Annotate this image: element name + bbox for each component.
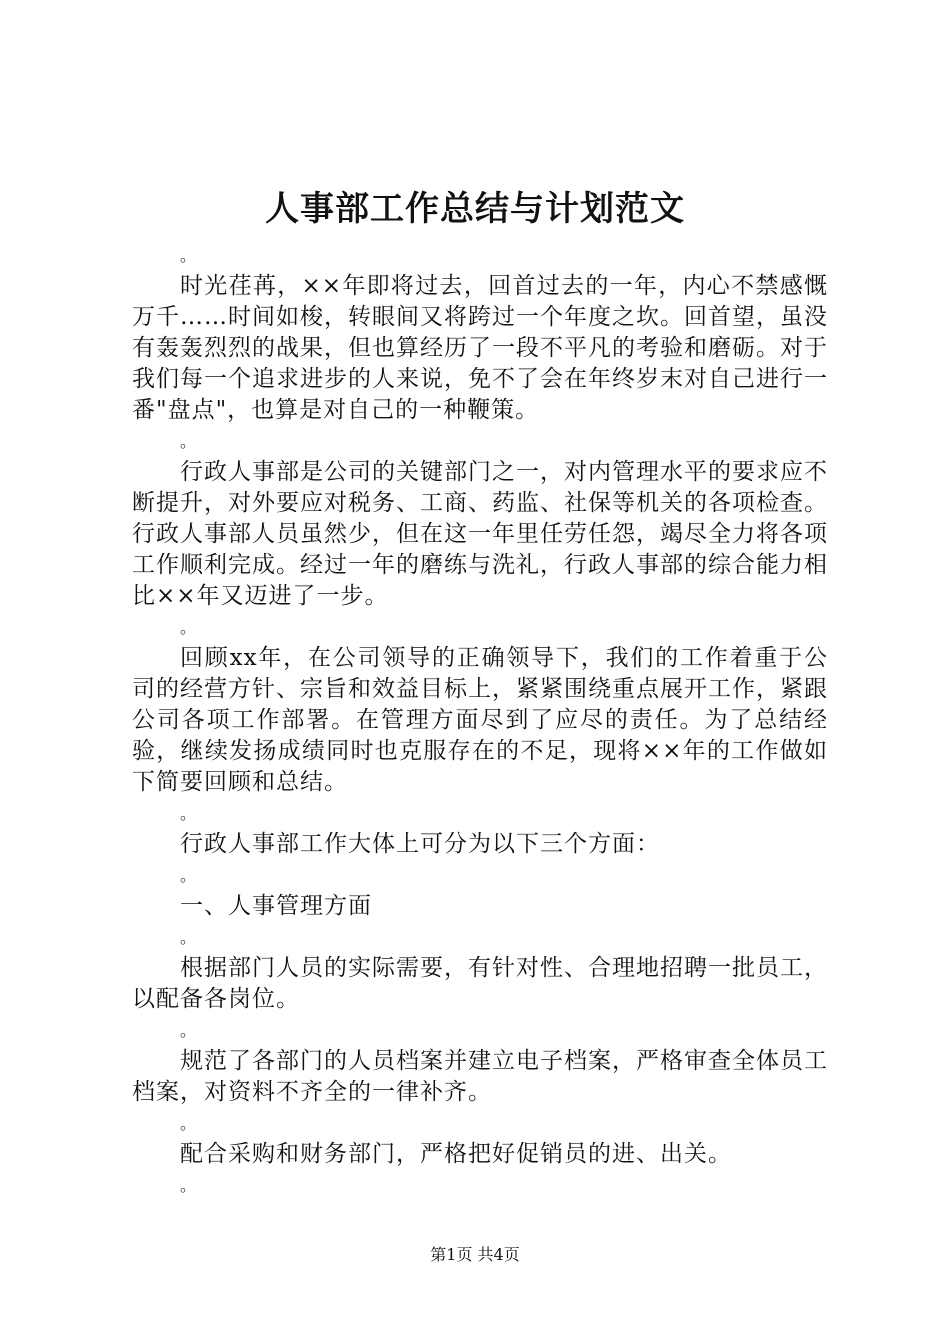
paragraph-6: 规范了各部门的人员档案并建立电子档案，严格审查全体员工档案，对资料不齐全的一律补齐。 — [132, 1048, 828, 1105]
paragraph-7: 配合采购和财务部门，严格把好促销员的进、出关。 — [180, 1141, 732, 1167]
page-number-footer: 第1页 共4页 — [430, 1245, 520, 1264]
paragraph-5: 根据部门人员的实际需要，有针对性、合理地招聘一批员工，以配备各岗位。 — [132, 955, 828, 1012]
paragraph-2: 行政人事部是公司的关键部门之一，对内管理水平的要求应不断提升，对外要应对税务、工商、药监、社保等机关的各项检查。行政人事部人员虽然少，但在这一年里任劳任怨，竭尽全力将各项工作顺利完成。经过一年的磨练与洗礼，行政人事部的综合能力相比××年又迈进了一步。 — [132, 459, 828, 609]
paragraph-marker: 。 — [180, 246, 197, 265]
paragraph-4: 行政人事部工作大体上可分为以下三个方面： — [180, 831, 660, 857]
document-body — [132, 240, 828, 1201]
paragraph-marker: 。 — [180, 804, 197, 823]
section-heading-personnel: 一、人事管理方面 — [180, 893, 372, 919]
document-title: 人事部工作总结与计划范文 — [265, 189, 685, 229]
paragraph-marker: 。 — [180, 618, 197, 637]
paragraph-marker: 。 — [180, 1176, 197, 1195]
paragraph-marker: 。 — [180, 1114, 197, 1133]
paragraph-3: 回顾xx年，在公司领导的正确领导下，我们的工作着重于公司的经营方针、宗旨和效益目标上，紧紧围绕重点展开工作，紧跟公司各项工作部署。在管理方面尽到了应尽的责任。为了总结经验，继续发扬成绩同时也克服存在的不足，现将××年的工作做如下简要回顾和总结。 — [132, 645, 828, 795]
paragraph-marker: 。 — [180, 928, 197, 947]
paragraph-marker: 。 — [180, 432, 197, 451]
paragraph-marker: 。 — [180, 866, 197, 885]
paragraph-1: 时光荏苒，××年即将过去，回首过去的一年，内心不禁感慨万千……时间如梭，转眼间又将跨过一个年度之坎。回首望，虽没有轰轰烈烈的战果，但也算经历了一段不平凡的考验和磨砺。对于我们每一个追求进步的人来说，免不了会在年终岁末对自己进行一番"盘点"，也算是对自己的一种鞭策。 — [132, 273, 828, 423]
paragraph-marker: 。 — [180, 1021, 197, 1040]
